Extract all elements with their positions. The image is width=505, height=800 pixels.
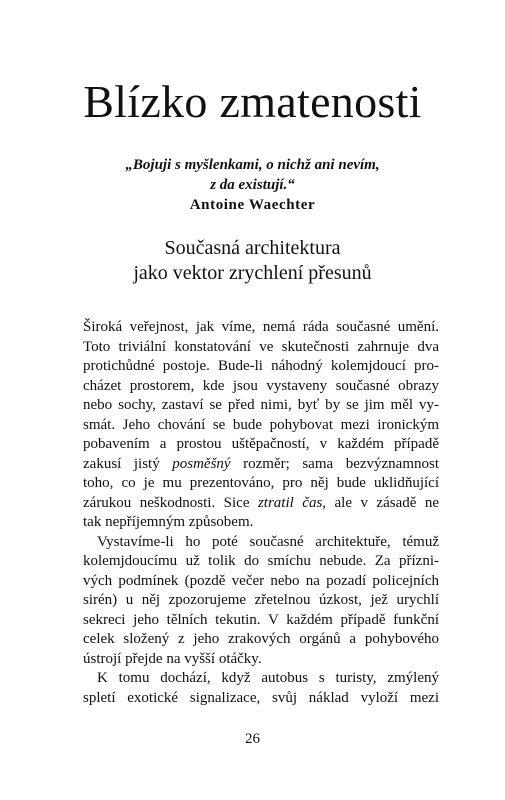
text-line: celek složený z jeho zrakových orgánů a pohybového (83, 631, 439, 647)
text-line: Široká veřejnost, jak víme, nemá ráda současné umění. (83, 319, 439, 335)
text-line: kolemjdoucímu už tolik do smíchu nebude. Za přízni- (83, 553, 439, 569)
text-line: Vystavíme-li ho poté současné architektuře, témuž (97, 533, 439, 550)
text-line: pobavením a prostou uštěpačností, v každém případě (83, 436, 439, 452)
paragraph-1 (83, 318, 439, 533)
text-line: toho, co je mu prezentováno, pro něj bude uklidňující (83, 475, 439, 491)
emphasis-text: posměšný (172, 455, 231, 472)
text-line: tak nepříjemným způsobem. (83, 514, 254, 530)
emphasis-text: ztratil čas, (257, 494, 327, 511)
chapter-subtitle (0, 236, 505, 286)
text-line: sirén) u něj zpozorujeme zřetelnou úzkost, jež urychlí (83, 592, 439, 608)
chapter-subtitle-line-2: jako vektor zrychlení přesunů (133, 262, 372, 284)
text-line: K tomu dochází, když autobus s turisty, zmýlený (97, 670, 439, 686)
text-line: protichůdné postoje. Bude-li náhodný kolemjdoucí pro- (83, 358, 439, 374)
text-line (83, 455, 439, 475)
text-line: spletí exotické signalizace, svůj náklad vyloží mezi (83, 689, 439, 706)
text-line: vých podmínek (pozdě večer nebo na pozadí policejních (83, 572, 439, 589)
body-text (83, 318, 439, 708)
text-line: cházet prostorem, kde jsou vystaveny současné obrazy (83, 377, 439, 394)
text-fragment: zárukou neškodnosti. Sice (83, 494, 258, 511)
paragraph-2 (83, 533, 439, 670)
text-fragment: rozměr; sama bezvýznamnost (230, 455, 439, 472)
text-line: Toto triviální konstatování ve skutečnosti zahrnuje dva (83, 338, 439, 355)
page-number: 26 (245, 731, 260, 747)
text-fragment: ale v zásadě ne (326, 494, 440, 511)
chapter-subtitle-line-1: Současná architektura (164, 237, 341, 259)
epigraph-author: Antoine Waechter (189, 197, 316, 213)
text-line (83, 494, 439, 514)
epigraph (0, 155, 505, 215)
text-line: ústrojí přejde na vyšší otáčky. (83, 650, 262, 667)
text-line: sekreci jeho tělních tekutin. V každém případě funkční (83, 611, 439, 628)
epigraph-quote-line-2: z da existují.“ (210, 177, 295, 193)
text-fragment: zakusí jistý (83, 455, 173, 472)
text-line: smát. Jeho chování se bude pohybovat mezi ironickým (83, 416, 439, 433)
epigraph-quote-line-1: „Bojuji s myšlenkami, o nichž ani nevím, (125, 157, 380, 173)
paragraph-3 (83, 669, 439, 708)
chapter-title: Blízko zmatenosti (83, 76, 422, 127)
text-line: nebo sochy, zastaví se před nimi, byť by se jim měl vy- (83, 397, 439, 413)
